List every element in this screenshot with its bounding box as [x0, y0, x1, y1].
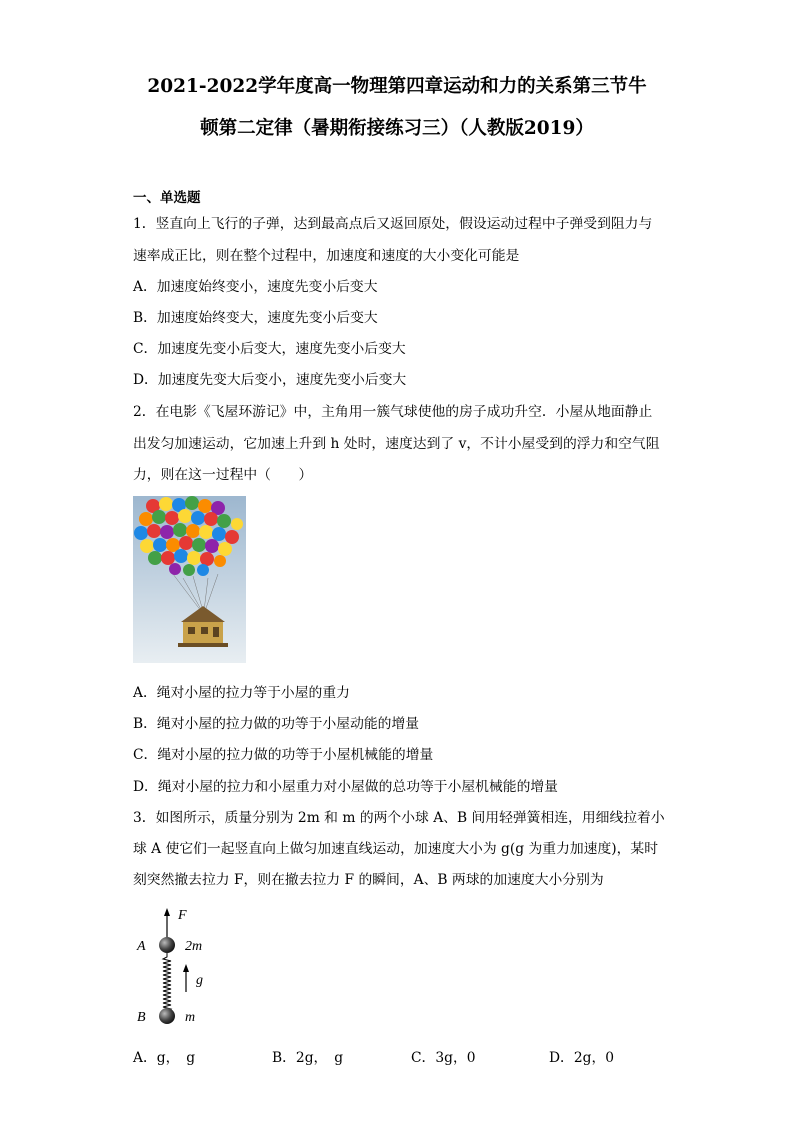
- q1-option-a: A．加速度始终变小，速度先变小后变大: [133, 279, 378, 295]
- q3-option-c: C．3g，0: [411, 1050, 476, 1066]
- q3-stem-line1: 3．如图所示，质量分别为 2m 和 m 的两个小球 A、B 间用轻弹簧相连，用细线拉着小: [133, 810, 665, 826]
- q2-stem-line2: 出发匀加速运动，它加速上升到 h 处时，速度达到了 v，不计小屋受到的浮力和空气阻: [133, 436, 660, 452]
- q2-stem-line3: 力，则在这一过程中（ ）: [133, 467, 313, 483]
- q1-option-c: C．加速度先变小后变大，速度先变小后变大: [133, 341, 406, 357]
- q2-option-a: A．绳对小屋的拉力等于小屋的重力: [133, 685, 350, 701]
- force-label: F: [178, 908, 187, 923]
- q3-option-d: D．2g，0: [549, 1050, 615, 1066]
- section-heading: 一、单选题: [133, 190, 201, 206]
- q2-option-d: D．绳对小屋的拉力和小屋重力对小屋做的总功等于小屋机械能的增量: [133, 779, 558, 795]
- ball-a: [159, 937, 175, 953]
- ball-b-mass: m: [185, 1010, 196, 1025]
- q1-stem-line1: 1．竖直向上飞行的子弹，达到最高点后又返回原处，假设运动过程中子弹受到阻力与: [133, 216, 653, 232]
- q3-stem-line3: 刻突然撤去拉力 F，则在撤去拉力 F 的瞬间，A、B 两球的加速度大小分别为: [133, 872, 604, 888]
- document-title-line2: 顿第二定律（暑期衔接练习三）（人教版2019）: [200, 118, 594, 139]
- q1-stem-line2: 速率成正比，则在整个过程中，加速度和速度的大小变化可能是: [133, 248, 520, 264]
- acceleration-label: g: [196, 973, 203, 988]
- ball-a-mass: 2m: [185, 939, 203, 954]
- balloon-house-photo: [133, 496, 246, 663]
- q1-option-b: B．加速度始终变大，速度先变小后变大: [133, 310, 378, 326]
- document-title-line1: 2021-2022学年度高一物理第四章运动和力的关系第三节牛: [147, 76, 647, 97]
- ball-a-label: A: [137, 939, 146, 954]
- q2-option-b: B．绳对小屋的拉力做的功等于小屋动能的增量: [133, 716, 420, 732]
- ball-b: [159, 1008, 175, 1024]
- q1-option-d: D．加速度先变大后变小，速度先变小后变大: [133, 372, 407, 388]
- spring: [163, 953, 171, 1015]
- q2-stem-line1: 2．在电影《飞屋环游记》中，主角用一簇气球使他的房子成功升空．小屋从地面静止: [133, 404, 653, 420]
- q3-option-a: A．g， g: [133, 1050, 196, 1066]
- spring-balls-diagram: [133, 900, 223, 1030]
- q3-option-b: B．2g， g: [272, 1050, 344, 1066]
- q2-option-c: C．绳对小屋的拉力做的功等于小屋机械能的增量: [133, 747, 434, 763]
- q3-stem-line2: 球 A 使它们一起竖直向上做匀加速直线运动，加速度大小为 g(g 为重力加速度)，某时: [133, 841, 659, 857]
- ball-b-label: B: [137, 1010, 146, 1025]
